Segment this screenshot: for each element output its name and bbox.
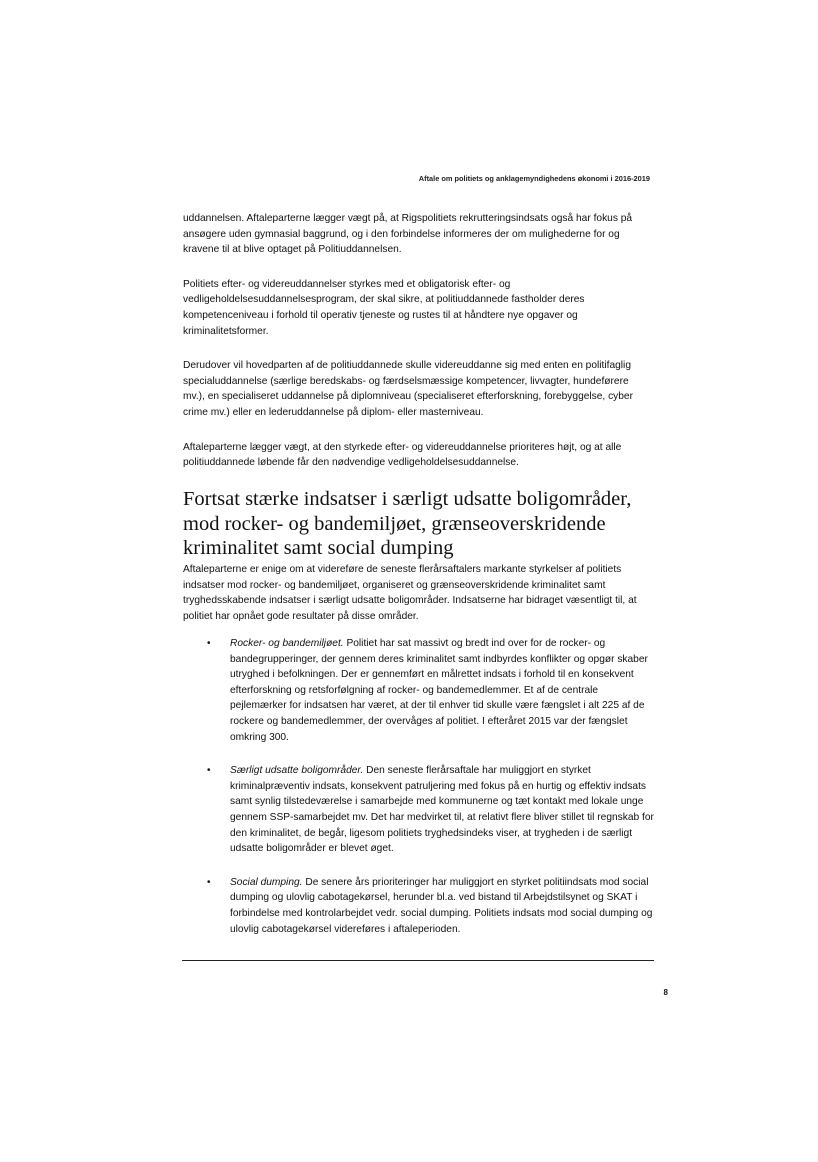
paragraph: uddannelsen. Aftaleparterne lægger vægt på, at Rigspolitiets rekrutteringsindsats også har fokus på ansøgere uden gymnasial baggrund, og i den forbindelse informeres der om mulighederne for og kravene til at blive optaget på Politiuddannelsen. — [183, 213, 633, 256]
page-number: 8 — [663, 988, 668, 997]
bullet-term: Social dumping. — [230, 876, 303, 888]
bullet-list — [207, 636, 657, 955]
bullet-text: De senere års prioriteringer har muliggjort en styrket politiindsats mod social dumping og ulovlig cabotagekørsel, herunder bl.a. ved bistand til Arbejdstilsynet og SKAT i forbindelse med kontrolarbejdet vedr. social dumping. Politiets indsats mod social dumping og ulovlig cabotagekørsel videreføres i aftaleperioden. — [230, 876, 653, 935]
bullet-icon: • — [207, 638, 211, 649]
list-item — [207, 875, 657, 937]
body-text-top — [183, 211, 653, 490]
bullet-term: Særligt udsatte boligområder. — [230, 765, 364, 777]
section-heading: Fortsat stærke indsatser i særligt udsatte boligområder, mod rocker- og bandemiljøet, grænseoverskridende kriminalitet samt social dumping — [183, 488, 632, 559]
paragraph: Politiets efter- og videreuddannelser styrkes med et obligatorisk efter- og vedligeholdelsesuddannelsesprogram, der skal sikre, at politiuddannede fastholder deres kompetenceniveau i forhold til operativ tjeneste og rustes til at håndtere nye opgaver og kriminalitetsformer. — [183, 278, 585, 337]
section-intro: Aftaleparterne er enige om at videreføre de seneste flerårsaftalers markante styrkelser af politiets indsatser mod rocker- og bandemiljøet, organiseret og grænseoverskridende kriminalitet samt tryghedsskabende indsatser i særligt udsatte boligområder. Indsatserne har bidraget væsentligt til, at politiet har opnået gode resultater på disse områder. — [183, 564, 637, 622]
bullet-text: Den seneste flerårsaftale har muliggjort en styrket kriminalpræventiv indsats, konsekvent patruljering med fokus på en hurtig og effektiv indsats samt synlig tilstedeværelse i samarbejde med kommunerne og tæt kontakt med lokale unge gennem SSP-samarbejdet mv. Det har medvirket til, at relativt flere bliver stillet til regnskab for den kriminalitet, de begår, ligesom politiets tryghedsindeks viser, at trygheden i de særligt udsatte boligområder er blevet øget. — [230, 765, 654, 855]
paragraph: Aftaleparterne lægger vægt, at den styrkede efter- og videreuddannelse prioriteres højt, og at alle politiuddannede løbende får den nødvendige vedligeholdelsesuddannelse. — [183, 441, 622, 469]
footer-divider — [182, 960, 654, 961]
bullet-term: Rocker- og bandemiljøet. — [230, 638, 344, 649]
bullet-icon: • — [207, 765, 211, 777]
bullet-icon: • — [207, 876, 211, 888]
bullet-text: Politiet har sat massivt og bredt ind over for de rocker- og bandegrupperinger, der gennem deres kriminalitet samt indbyrdes konflikter og opgør skaber utryghed i befolkningen. Der er gennemført en målrettet indsats i forhold til en konsekvent efterforskning og retsforfølgning af rocker- og bandemedlemmer. Et af de centrale pejlemærker for indsatsen har været, at der til enhver tid skulle være fængslet i alt 225 af de rockere og bandemedlemmer, der overvåges af politiet. I efteråret 2015 var der fængslet omkring 300. — [230, 638, 648, 743]
paragraph: Derudover vil hovedparten af de politiuddannede skulle videreuddanne sig med enten en politifaglig specialuddannelse (særlige beredskabs- og færdselsmæssige kompetencer, livvagter, hundeførere mv.), en specialiseret uddannelse på diplomniveau (specialiseret efterforskning, forebyggelse, cyber crime mv.) eller en lederuddannelse på diplom- eller masterniveau. — [183, 360, 633, 418]
list-item — [207, 763, 657, 857]
list-item — [207, 636, 657, 745]
running-header: Aftale om politiets og anklagemyndighedens økonomi i 2016-2019 — [418, 174, 650, 183]
